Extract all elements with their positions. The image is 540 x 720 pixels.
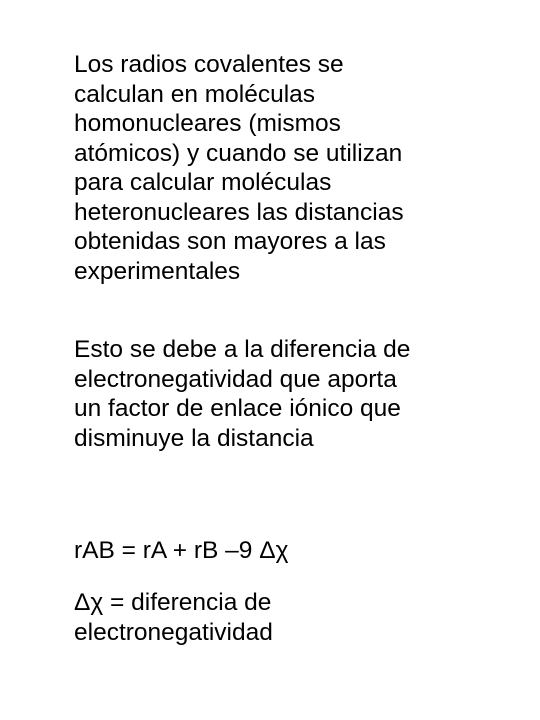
formula-covalent-radius: rAB = rA + rB –9 Δχ: [74, 537, 289, 564]
paragraph-covalent-radii: Los radios covalentes se calculan en moléculas homonucleares (mismos atómicos) y cuando se utilizan para calcular moléculas heteronucleares las distancias obtenidas son mayores a las experimentales: [74, 51, 404, 285]
formula-definition: Δχ = diferencia de electronegatividad: [74, 589, 273, 646]
paragraph-electronegativity-explanation: Esto se debe a la diferencia de electronegatividad que aporta un factor de enlace iónico que disminuye la distancia: [74, 336, 411, 452]
